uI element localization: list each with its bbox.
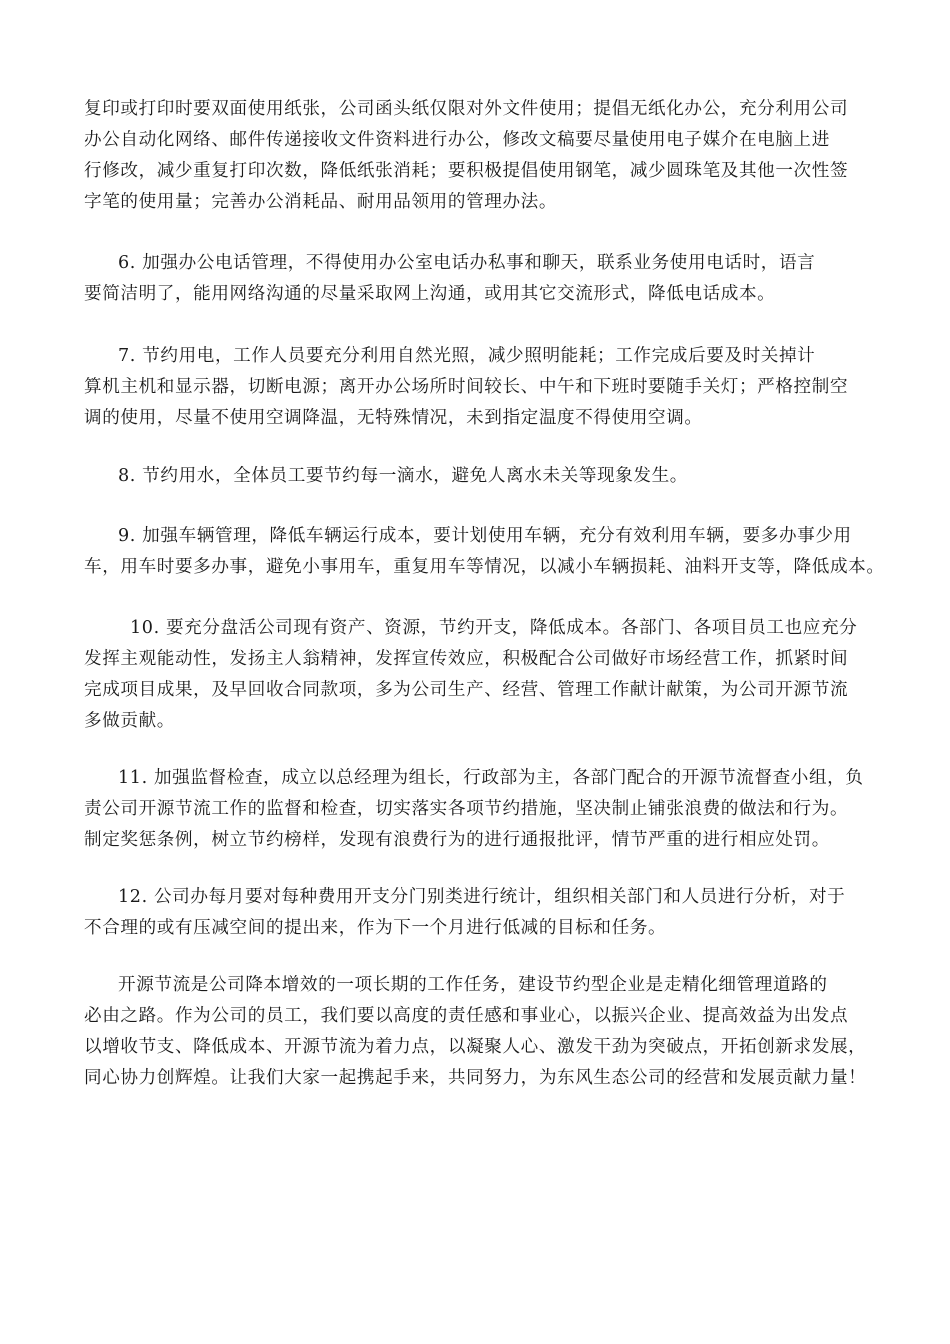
text-line: 12. 公司办每月要对每种费用开支分门别类进行统计，组织相关部门和人员进行分析，对于 <box>118 887 846 907</box>
text-line: 复印或打印时要双面使用纸张，公司函头纸仅限对外文件使用；提倡无纸化办公，充分利用公司 <box>84 99 849 119</box>
text-line: 要简洁明了，能用网络沟通的尽量采取网上沟通，或用其它交流形式，降低电话成本。 <box>84 284 776 304</box>
paragraph-item-6 <box>84 248 874 310</box>
text-line: 6. 加强办公电话管理，不得使用办公室电话办私事和聊天，联系业务使用电话时，语言 <box>118 253 816 273</box>
text-line: 制定奖惩条例，树立节约榜样，发现有浪费行为的进行通报批评，情节严重的进行相应处罚。 <box>84 830 830 850</box>
paragraph-item-10 <box>84 613 874 737</box>
paragraph-item-8 <box>84 461 874 492</box>
paragraph-item-11 <box>84 763 874 856</box>
text-line: 必由之路。作为公司的员工，我们要以高度的责任感和事业心，以振兴企业、提高效益为出发点 <box>84 1006 849 1026</box>
paragraph-item-7 <box>84 341 874 434</box>
text-line: 同心协力创辉煌。让我们大家一起携起手来，共同努力，为东风生态公司的经营和发展贡献力量！ <box>84 1068 867 1088</box>
text-line: 调的使用，尽量不使用空调降温，无特殊情况，未到指定温度不得使用空调。 <box>84 408 703 428</box>
text-line: 7. 节约用电，工作人员要充分利用自然光照，减少照明能耗；工作完成后要及时关掉计 <box>118 346 816 366</box>
text-line: 行修改，减少重复打印次数，降低纸张消耗；要积极提倡使用钢笔，减少圆珠笔及其他一次性签 <box>84 161 849 181</box>
text-line: 不合理的或有压减空间的提出来，作为下一个月进行低减的目标和任务。 <box>84 918 667 938</box>
text-line: 11. 加强监督检查，成立以总经理为组长，行政部为主，各部门配合的开源节流督查小组，负 <box>118 768 864 788</box>
text-line: 多做贡献。 <box>84 711 175 731</box>
paragraph-conclusion <box>84 970 874 1094</box>
text-line: 以增收节支、降低成本、开源节流为着力点，以凝聚人心、激发干劲为突破点，开拓创新求发展， <box>84 1037 867 1057</box>
text-line: 完成项目成果，及早回收合同款项，多为公司生产、经营、管理工作献计献策，为公司开源节流 <box>84 680 849 700</box>
text-line: 发挥主观能动性，发扬主人翁精神，发挥宣传效应，积极配合公司做好市场经营工作，抓紧时间 <box>84 649 849 669</box>
text-line: 字笔的使用量；完善办公消耗品、耐用品领用的管理办法。 <box>84 192 558 212</box>
paragraph-item-9 <box>84 521 885 583</box>
text-line: 开源节流是公司降本增效的一项长期的工作任务，建设节约型企业是走精化细管理道路的 <box>118 975 828 995</box>
text-line: 9. 加强车辆管理，降低车辆运行成本，要计划使用车辆，充分有效利用车辆，要多办事少用 <box>118 526 852 546</box>
text-line: 车，用车时要多办事，避免小事用车，重复用车等情况，以减小车辆损耗、油料开支等，降低成本。 <box>84 557 885 577</box>
text-line: 办公自动化网络、邮件传递接收文件资料进行办公，修改文稿要尽量使用电子媒介在电脑上进 <box>84 130 830 150</box>
paragraph-item-12 <box>84 882 874 944</box>
text-line: 算机主机和显示器，切断电源；离开办公场所时间较长、中午和下班时要随手关灯；严格控制空 <box>84 377 849 397</box>
text-line: 10. 要充分盘活公司现有资产、资源，节约开支，降低成本。各部门、各项目员工也应充分 <box>130 618 858 638</box>
text-line: 8. 节约用水，全体员工要节约每一滴水，避免人离水未关等现象发生。 <box>118 466 688 486</box>
text-line: 责公司开源节流工作的监督和检查，切实落实各项节约措施，坚决制止铺张浪费的做法和行为。 <box>84 799 849 819</box>
paragraph-intro-tail <box>84 94 874 218</box>
